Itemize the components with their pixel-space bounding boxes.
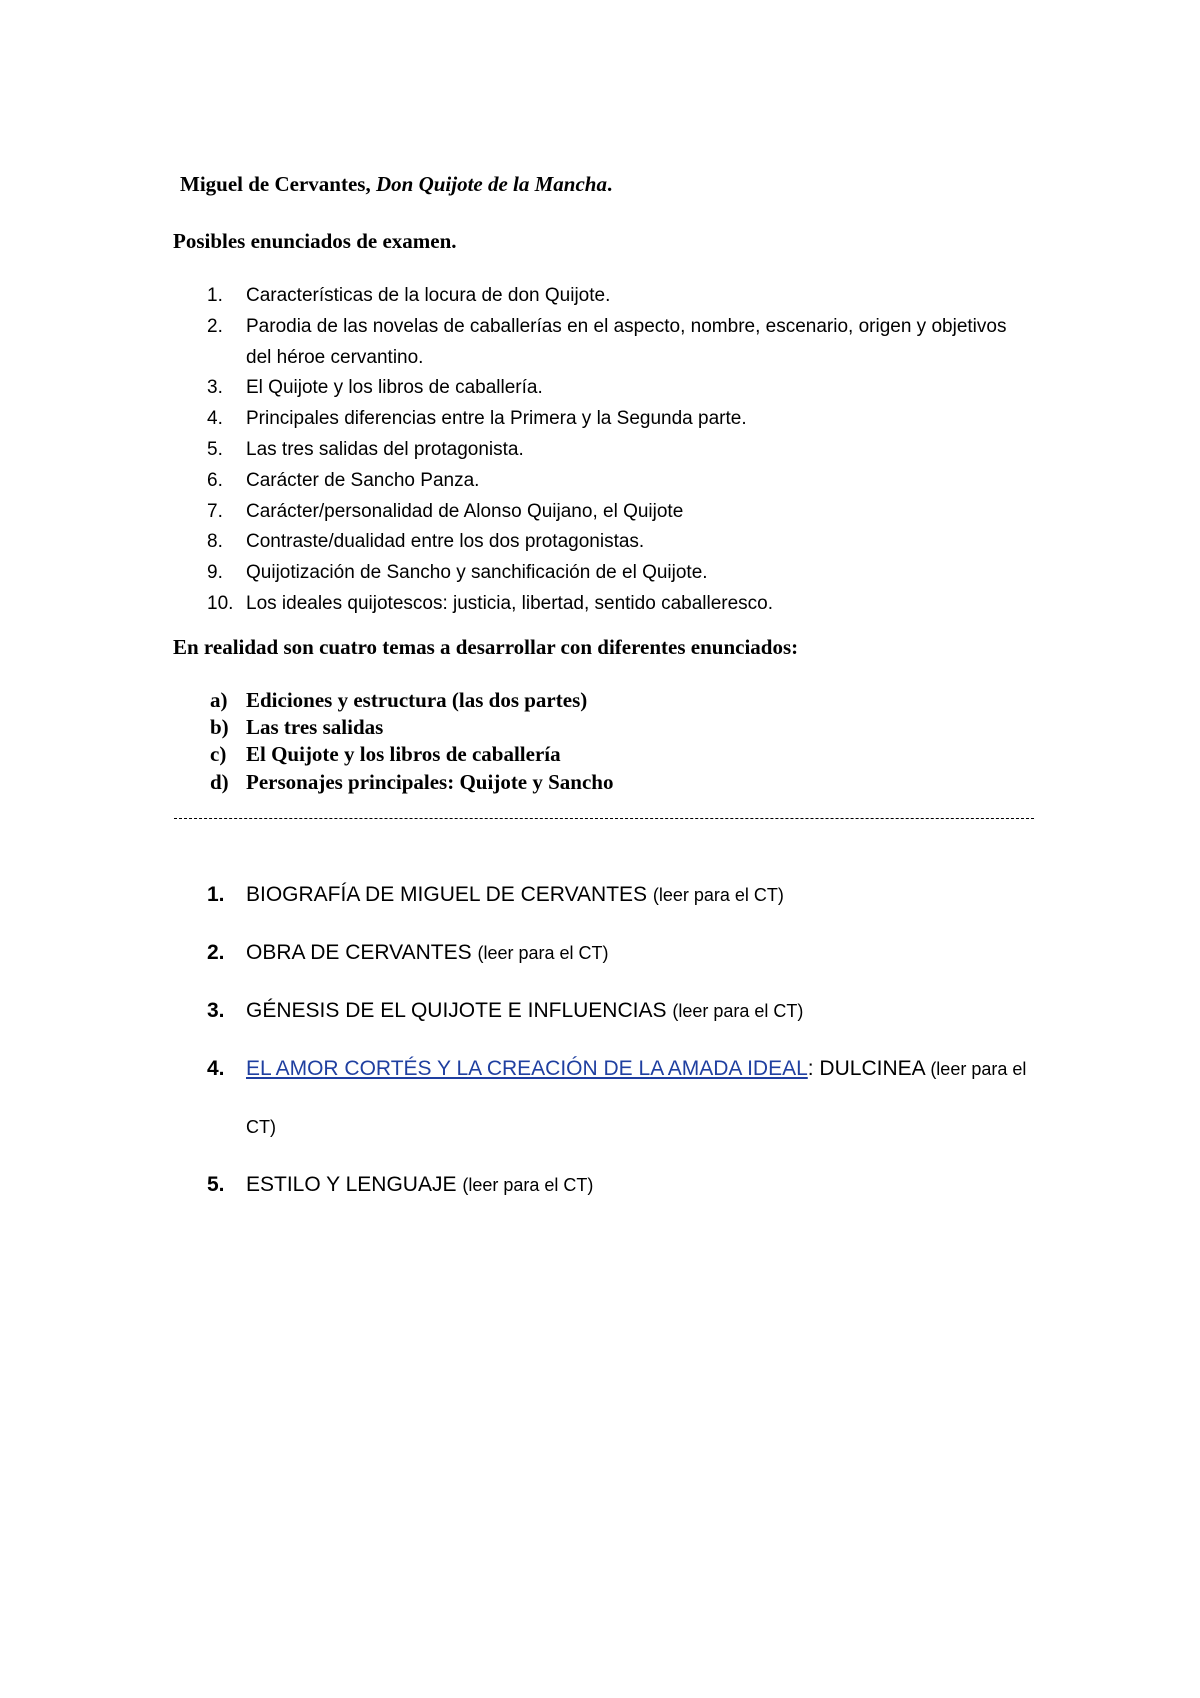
list-item <box>207 1156 1037 1214</box>
list-text: Quijotización de Sancho y sanchificación de el Quijote. <box>246 562 708 584</box>
list-text: El Quijote y los libros de caballería <box>246 742 561 767</box>
section-note: (leer para el CT) <box>462 1175 594 1195</box>
dashed-divider <box>174 818 1034 819</box>
list-item <box>210 741 614 768</box>
list-number: 4. <box>207 1057 225 1080</box>
list-item <box>207 866 1037 924</box>
amor-cortes-link[interactable]: EL AMOR CORTÉS Y LA CREACIÓN DE LA AMADA IDEAL <box>246 1057 808 1080</box>
list-number: 8. <box>207 531 223 553</box>
list-number: 9. <box>207 562 223 584</box>
section-note: (leer para el CT) <box>477 943 609 963</box>
title-period: . <box>607 172 613 196</box>
section-note: (leer para el CT) <box>652 885 784 905</box>
section-note: (leer para el CT) <box>672 1001 804 1021</box>
list-number: 4. <box>207 408 223 430</box>
section-note: (leer para el CT) <box>246 1059 1027 1137</box>
section-title: GÉNESIS DE EL QUIJOTE E INFLUENCIAS <box>246 999 667 1022</box>
list-text: Parodia de las novelas de caballerías en el aspecto, nombre, escenario, origen y objetivos del héroe cervantino. <box>246 315 1007 368</box>
list-text: Características de la locura de don Quijote. <box>246 285 611 306</box>
list-number: 1. <box>207 285 223 306</box>
list-text: Las tres salidas del protagonista. <box>246 438 524 460</box>
list-item <box>207 589 1027 620</box>
list-letter: c) <box>210 742 227 767</box>
list-number: 6. <box>207 469 223 491</box>
section-title: BIOGRAFÍA DE MIGUEL DE CERVANTES <box>246 883 648 906</box>
author-name: Miguel de Cervantes, <box>180 172 371 196</box>
list-text: Principales diferencias entre la Primera y la Segunda parte. <box>246 408 747 430</box>
list-letter: d) <box>210 769 229 794</box>
theme-list <box>210 687 614 796</box>
list-item <box>210 687 614 714</box>
section-title: OBRA DE CERVANTES <box>246 941 472 964</box>
list-letter: a) <box>210 688 228 712</box>
list-number: 10. <box>207 592 234 614</box>
list-text: Los ideales quijotescos: justicia, libertad, sentido caballeresco. <box>246 592 774 614</box>
list-item <box>207 373 1027 404</box>
list-item <box>207 527 1027 558</box>
list-number: 2. <box>207 315 223 337</box>
list-text: Carácter de Sancho Panza. <box>246 469 480 491</box>
exam-questions-heading: Posibles enunciados de examen. <box>173 229 457 253</box>
list-item <box>207 497 1027 528</box>
list-number: 3. <box>207 999 225 1022</box>
list-text: Carácter/personalidad de Alonso Quijano, el Quijote <box>246 500 684 522</box>
list-item <box>207 404 1027 435</box>
list-number: 2. <box>207 941 225 964</box>
section-title: : DULCINEA <box>807 1057 925 1080</box>
list-item <box>207 466 1027 497</box>
list-text: Personajes principales: Quijote y Sancho <box>246 769 614 794</box>
list-text: Las tres salidas <box>246 715 384 740</box>
list-item <box>207 558 1027 589</box>
list-text: Ediciones y estructura (las dos partes) <box>246 688 588 712</box>
list-item <box>207 924 1037 982</box>
list-number: 7. <box>207 500 223 522</box>
list-number: 3. <box>207 377 223 399</box>
list-text: Contraste/dualidad entre los dos protagonistas. <box>246 531 645 553</box>
work-title: Don Quijote de la Mancha <box>375 172 607 196</box>
list-item <box>207 1040 1037 1156</box>
list-text: El Quijote y los libros de caballería. <box>246 377 543 399</box>
exam-question-list <box>207 281 1027 620</box>
list-item <box>207 281 1027 312</box>
list-item <box>210 714 614 741</box>
list-item <box>210 769 614 796</box>
list-item <box>207 435 1027 466</box>
list-number: 5. <box>207 1173 225 1196</box>
list-number: 5. <box>207 438 223 460</box>
themes-heading: En realidad son cuatro temas a desarrollar con diferentes enunciados: <box>173 635 799 659</box>
list-item <box>207 982 1037 1040</box>
list-letter: b) <box>210 715 229 740</box>
section-title: ESTILO Y LENGUAJE <box>246 1173 457 1196</box>
list-number: 1. <box>207 883 225 906</box>
document-title <box>180 172 612 197</box>
list-item <box>207 312 1027 374</box>
